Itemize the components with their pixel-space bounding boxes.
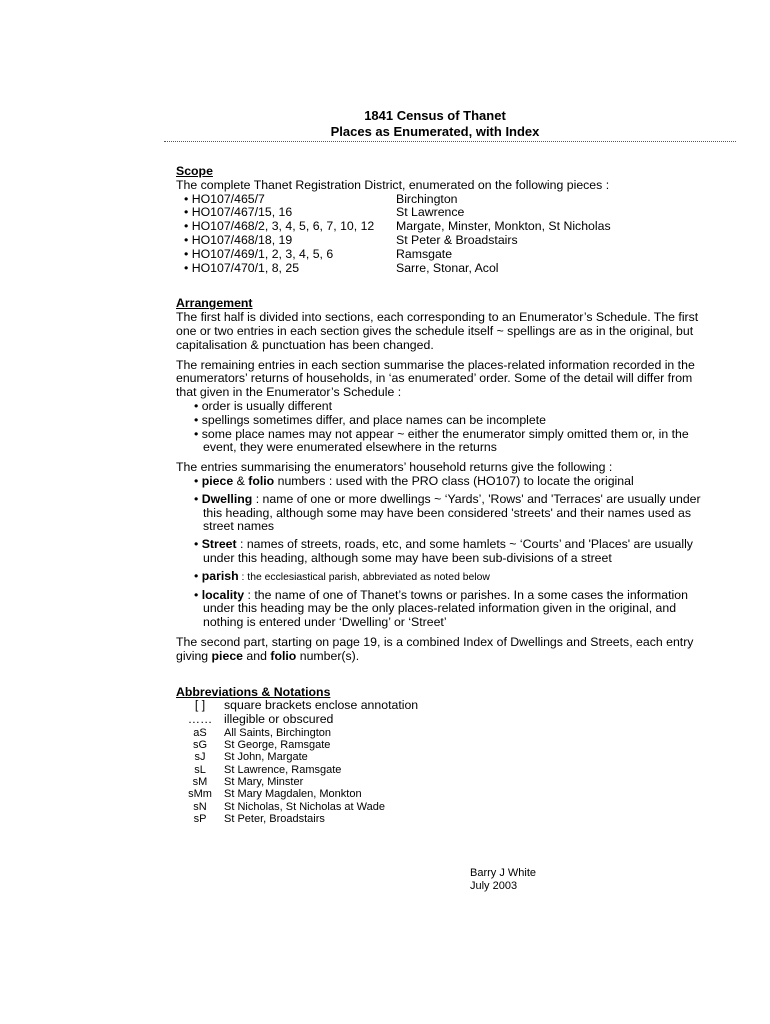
piece-ref: • HO107/469/1, 2, 3, 4, 5, 6 (184, 246, 334, 261)
notation-row: [ ] square brackets enclose annotation (194, 698, 419, 713)
piece-ref: • HO107/465/7 (184, 191, 265, 206)
title-divider (164, 141, 736, 142)
document-subtitle: Places as Enumerated, with Index (330, 124, 540, 139)
abbr-row: sMm St Mary Magdalen, Monkton (188, 788, 362, 801)
abbr-row: aS All Saints, Birchington (193, 726, 331, 739)
piece-row (176, 262, 716, 276)
arrangement-para-3: The entries summarising the enumerators’ household returns give the following : (176, 460, 613, 475)
list-item: • spellings sometimes differ, and place names can be incomplete (194, 412, 546, 427)
document-body (176, 165, 716, 825)
arrangement-para-1: The first half is divided into sections, each corresponding to an Enumerator’s Schedule. The first one or two entries in each section gives the schedule itself ~ spellings are as in the original, but capitalisation & punctuation has been changed. (176, 310, 699, 352)
document-title: 1841 Census of Thanet (364, 108, 506, 123)
piece-ref: • HO107/468/18, 19 (184, 232, 293, 247)
author-name: Barry J White (470, 867, 537, 879)
arrangement-para-4: The second part, starting on page 19, is a combined Index of Dwellings and Streets, each entry giving piece and folio number(s). (176, 634, 694, 663)
piece-row (176, 234, 716, 248)
item-locality: • locality : the name of one of Thanet’s towns or parishes. In a some cases the information under this heading may be the only places-related information given in the original, and nothing is entered under ‘Dwelling’ or ‘Street’ (194, 587, 688, 630)
item-dwelling: • Dwelling : name of one or more dwellings ~ ‘Yards’, 'Rows' and 'Terraces' are usually under this heading, although some may have been considered 'streets' and their names used as street names (194, 491, 701, 534)
piece-place: Ramsgate (396, 246, 453, 261)
piece-row (176, 206, 716, 220)
piece-place: St Peter & Broadstairs (396, 232, 518, 247)
item-piece-folio: • piece & folio numbers : used with the PRO class (HO107) to locate the original (194, 473, 634, 488)
list-item: • order is usually different (194, 398, 333, 413)
piece-ref: • HO107/468/2, 3, 4, 5, 6, 7, 10, 12 (184, 219, 375, 234)
piece-place: Margate, Minster, Monkton, St Nicholas (396, 219, 611, 234)
scope-intro: The complete Thanet Registration District, enumerated on the following pieces : (176, 177, 610, 192)
abbr-row: sL St Lawrence, Ramsgate (194, 763, 342, 776)
arrangement-section (176, 297, 716, 663)
abbr-row: sJ St John, Margate (194, 751, 308, 764)
abbr-row: sG St George, Ramsgate (192, 739, 331, 752)
abbr-row: sM St Mary, Minster (192, 776, 304, 789)
piece-row (176, 248, 716, 262)
piece-place: St Lawrence (396, 205, 465, 220)
piece-ref: • HO107/467/15, 16 (184, 205, 293, 220)
list-item: • some place names may not appear ~ either the enumerator simply omitted them or, in the event, they were enumerated elsewhere in the returns (194, 426, 689, 455)
piece-place: Birchington (396, 191, 458, 206)
abbreviations-section (176, 686, 716, 826)
piece-row (176, 193, 716, 207)
piece-ref: • HO107/470/1, 8, 25 (184, 260, 300, 275)
notation-row: …… illegible or obscured (187, 712, 334, 727)
piece-place: Sarre, Stonar, Acol (396, 260, 499, 275)
pieces-list (176, 193, 716, 276)
scope-section (176, 165, 716, 275)
arrangement-para-2: The remaining entries in each section summarise the places-related information recorded in the enumerators’ returns of households, in ‘as enumerated’ order. Some of the detail will differ from that given in the Enumerator’s Schedule : (176, 357, 695, 400)
scope-heading: Scope (176, 164, 213, 178)
arrangement-heading: Arrangement (176, 296, 253, 311)
item-street: • Street : names of streets, roads, etc, and some hamlets ~ ‘Courts’ and 'Places' are usually under this heading, although some may have been sub-divisions of a street (194, 537, 693, 565)
abbr-row: sN St Nicholas, St Nicholas at Wade (193, 800, 385, 813)
abbr-row: sP St Peter, Broadstairs (193, 812, 325, 825)
abbreviations-heading: Abbreviations & Notations (176, 684, 331, 699)
item-parish: • parish : the ecclesiastical parish, abbreviated as noted below (194, 568, 490, 583)
piece-row (176, 220, 716, 234)
author-date: July 2003 (470, 880, 518, 892)
signature (470, 867, 536, 893)
